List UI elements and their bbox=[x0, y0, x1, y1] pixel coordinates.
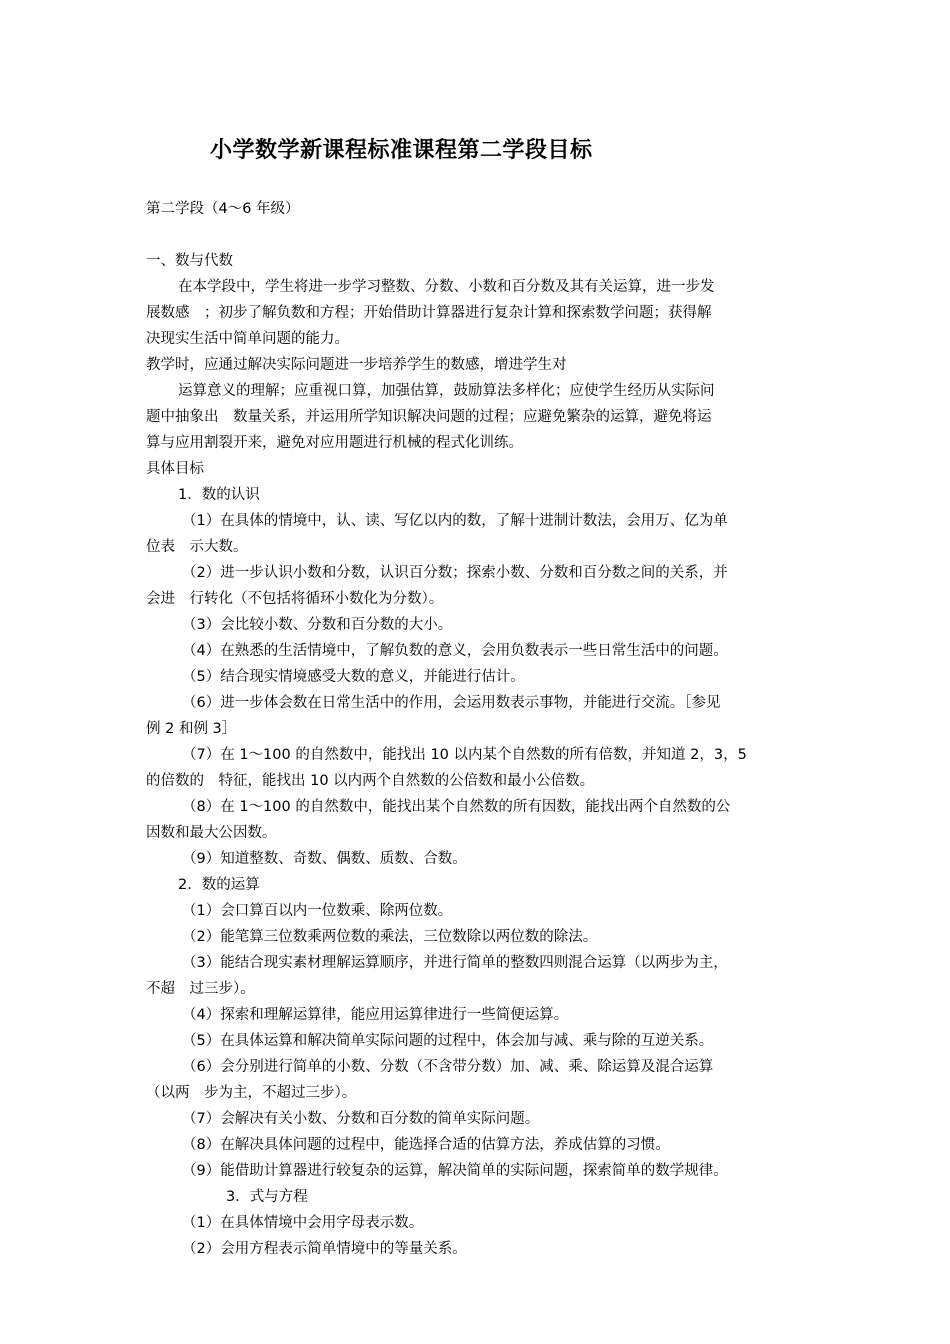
list-item-continuation: 因数和最大公因数。 bbox=[146, 825, 277, 841]
list-item: （3）能结合现实素材理解运算顺序，并进行简单的整数四则混合运算（以两步为主， bbox=[182, 955, 728, 971]
list-item: （4）探索和理解运算律，能应用运算律进行一些简便运算。 bbox=[182, 1007, 569, 1023]
list-item-continuation: 位表 示大数。 bbox=[146, 539, 248, 555]
list-item: （3）会比较小数、分数和百分数的大小。 bbox=[182, 617, 453, 633]
paragraph-line: 决现实生活中简单问题的能力。 bbox=[146, 331, 349, 347]
list-item: （8）在 1～100 的自然数中，能找出某个自然数的所有因数，能找出两个自然数的公 bbox=[182, 799, 731, 815]
stage-label: 第二学段（4～6 年级） bbox=[146, 201, 300, 217]
list-item: （6）会分别进行简单的小数、分数（不含带分数）加、减、乘、除运算及混合运算 bbox=[182, 1059, 714, 1075]
list-item: （9）能借助计算器进行较复杂的运算，解决简单的实际问题，探索简单的数学规律。 bbox=[182, 1163, 728, 1179]
subsection-heading: 1．数的认识 bbox=[178, 487, 260, 503]
list-item: （6）进一步体会数在日常生活中的作用，会运用数表示事物，并能进行交流。［参见 bbox=[182, 695, 721, 711]
document-body bbox=[146, 196, 808, 1262]
list-item-continuation: 不超 过三步）。 bbox=[146, 981, 255, 997]
document-title: 小学数学新课程标准课程第二学段目标 bbox=[210, 138, 593, 163]
list-item: （2）进一步认识小数和分数，认识百分数；探索小数、分数和百分数之间的关系，并 bbox=[182, 565, 728, 581]
list-item: （1）在具体的情境中，认、读、写亿以内的数，了解十进制计数法，会用万、亿为单 bbox=[182, 513, 728, 529]
section-heading: 一、数与代数 bbox=[146, 253, 233, 269]
paragraph-line: 教学时，应通过解决实际问题进一步培养学生的数感，增进学生对 bbox=[146, 357, 567, 373]
list-item: （2）会用方程表示简单情境中的等量关系。 bbox=[182, 1241, 467, 1257]
blank-line bbox=[146, 222, 808, 248]
list-item: （8）在解决具体问题的过程中，能选择合适的估算方法，养成估算的习惯。 bbox=[182, 1137, 670, 1153]
paragraph-line: 算与应用割裂开来，避免对应用题进行机械的程式化训练。 bbox=[146, 435, 523, 451]
list-item: （7）会解决有关小数、分数和百分数的简单实际问题。 bbox=[182, 1111, 540, 1127]
subsection-heading: 3．式与方程 bbox=[226, 1189, 308, 1205]
list-item: （5）结合现实情境感受大数的意义，并能进行估计。 bbox=[182, 669, 525, 685]
paragraph-line: 在本学段中，学生将进一步学习整数、分数、小数和百分数及其有关运算，进一步发 bbox=[178, 279, 715, 295]
list-item: （9）知道整数、奇数、偶数、质数、合数。 bbox=[182, 851, 467, 867]
list-item: （4）在熟悉的生活情境中，了解负数的意义，会用负数表示一些日常生活中的问题。 bbox=[182, 643, 728, 659]
subsection-heading: 2．数的运算 bbox=[178, 877, 260, 893]
list-item: （1）在具体情境中会用字母表示数。 bbox=[182, 1215, 424, 1231]
list-item-continuation: 例 2 和例 3］ bbox=[146, 721, 237, 737]
list-item: （2）能笔算三位数乘两位数的乘法，三位数除以两位数的除法。 bbox=[182, 929, 598, 945]
list-item-continuation: （以两 步为主，不超过三步）。 bbox=[146, 1085, 357, 1101]
paragraph-line: 运算意义的理解；应重视口算，加强估算，鼓励算法多样化；应使学生经历从实际问 bbox=[178, 383, 715, 399]
goals-heading: 具体目标 bbox=[146, 461, 204, 477]
list-item: （1）会口算百以内一位数乘、除两位数。 bbox=[182, 903, 453, 919]
list-item-continuation: 会进 行转化（不包括将循环小数化为分数）。 bbox=[146, 591, 444, 607]
list-item: （5）在具体运算和解决简单实际问题的过程中，体会加与减、乘与除的互逆关系。 bbox=[182, 1033, 714, 1049]
paragraph-line: 展数感 ；初步了解负数和方程；开始借助计算器进行复杂计算和探索数学问题；获得解 bbox=[146, 305, 712, 321]
paragraph-line: 题中抽象出 数量关系，并运用所学知识解决问题的过程；应避免繁杂的运算，避免将运 bbox=[146, 409, 712, 425]
list-item: （7）在 1～100 的自然数中，能找出 10 以内某个自然数的所有倍数，并知道 2，3，5 bbox=[182, 747, 747, 763]
list-item-continuation: 的倍数的 特征，能找出 10 以内两个自然数的公倍数和最小公倍数。 bbox=[146, 773, 595, 789]
